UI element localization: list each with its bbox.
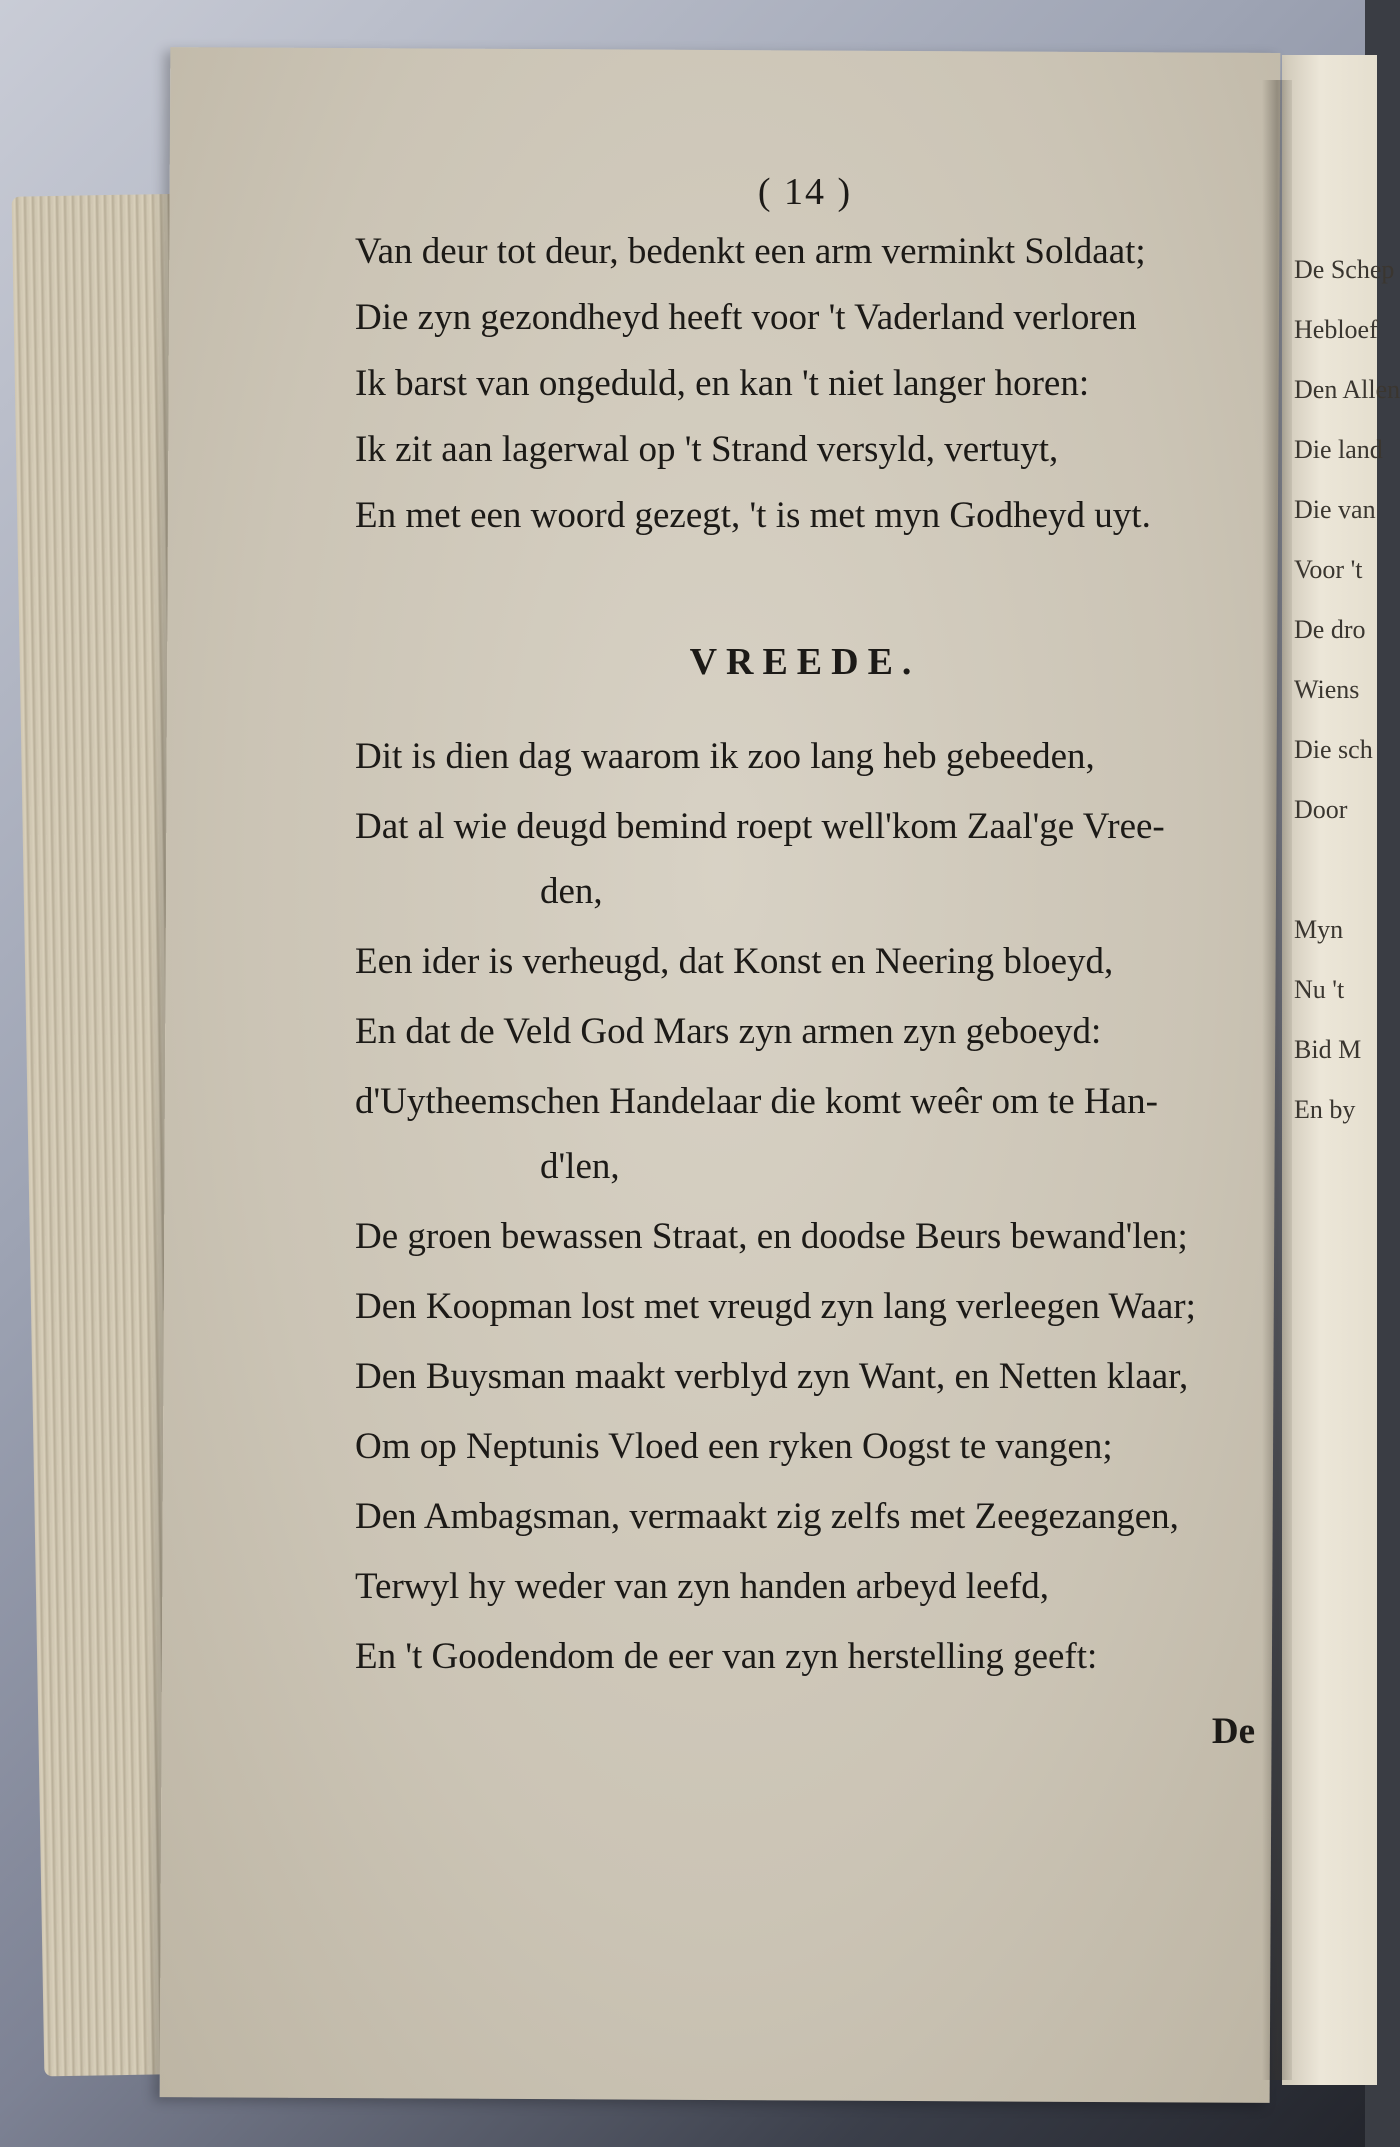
poem-line: Terwyl hy weder van zyn handen arbeyd leefd, xyxy=(355,1566,1049,1607)
facing-fragment: Den Allen xyxy=(1294,375,1400,404)
poem-line: Den Ambagsman, vermaakt zig zelfs met Zeegezangen, xyxy=(355,1496,1179,1537)
facing-page-text xyxy=(1294,240,1400,1540)
facing-fragment: Myn xyxy=(1294,915,1344,944)
facing-fragment: Die van xyxy=(1294,495,1376,524)
poem-line: Een ider is verheugd, dat Konst en Neering bloeyd, xyxy=(355,941,1114,982)
poem-line: Den Buysman maakt verblyd zyn Want, en Netten klaar, xyxy=(355,1356,1189,1397)
facing-fragment: En by xyxy=(1294,1095,1356,1124)
verse-line: Van deur tot deur, bedenkt een arm verminkt Soldaat; xyxy=(355,231,1146,272)
poem-line-continuation: den, xyxy=(540,871,603,912)
verse-line: Ik barst van ongeduld, en kan 't niet langer horen: xyxy=(355,363,1090,404)
verse-line: En met een woord gezegt, 't is met myn Godheyd uyt. xyxy=(355,495,1151,536)
poem-line: En dat de Veld God Mars zyn armen zyn geboeyd: xyxy=(355,1011,1102,1052)
facing-fragment xyxy=(1294,840,1364,900)
facing-fragment: Nu 't xyxy=(1294,975,1345,1004)
poem-line: d'Uytheemschen Handelaar die komt weêr om te Han- xyxy=(355,1081,1158,1122)
book-gutter xyxy=(1262,80,1292,2080)
section-heading: VREEDE. xyxy=(689,641,921,683)
facing-fragment: De Schep xyxy=(1294,255,1395,284)
poem-line: Dit is dien dag waarom ik zoo lang heb gebeeden, xyxy=(355,736,1095,777)
facing-fragment: Hebloef xyxy=(1294,315,1378,344)
facing-fragment: Die land xyxy=(1294,435,1383,464)
facing-fragment: De dro xyxy=(1294,615,1366,644)
page-number: ( 14 ) xyxy=(757,171,853,213)
verse-line: Die zyn gezondheyd heeft voor 't Vaderland verloren xyxy=(355,297,1137,338)
catchword: De xyxy=(1211,1711,1255,1752)
poem-line: De groen bewassen Straat, en doodse Beurs bewand'len; xyxy=(355,1216,1188,1257)
facing-fragment: Voor 't xyxy=(1294,555,1363,584)
poem-line-continuation: d'len, xyxy=(540,1146,620,1187)
poem-line: En 't Goodendom de eer van zyn herstelling geeft: xyxy=(355,1636,1098,1677)
facing-fragment: Wiens xyxy=(1294,675,1360,704)
facing-fragment: Die sch xyxy=(1294,735,1373,764)
facing-fragment: Door xyxy=(1294,795,1348,824)
facing-fragment: Bid M xyxy=(1294,1035,1362,1064)
poem-line: Den Koopman lost met vreugd zyn lang verleegen Waar; xyxy=(355,1286,1196,1327)
poem-line: Dat al wie deugd bemind roept well'kom Zaal'ge Vree- xyxy=(355,806,1165,847)
poem-line: Om op Neptunis Vloed een ryken Oogst te vangen; xyxy=(355,1426,1113,1467)
book-page xyxy=(160,47,1281,2103)
verse-line: Ik zit aan lagerwal op 't Strand versyld, vertuyt, xyxy=(355,429,1059,470)
